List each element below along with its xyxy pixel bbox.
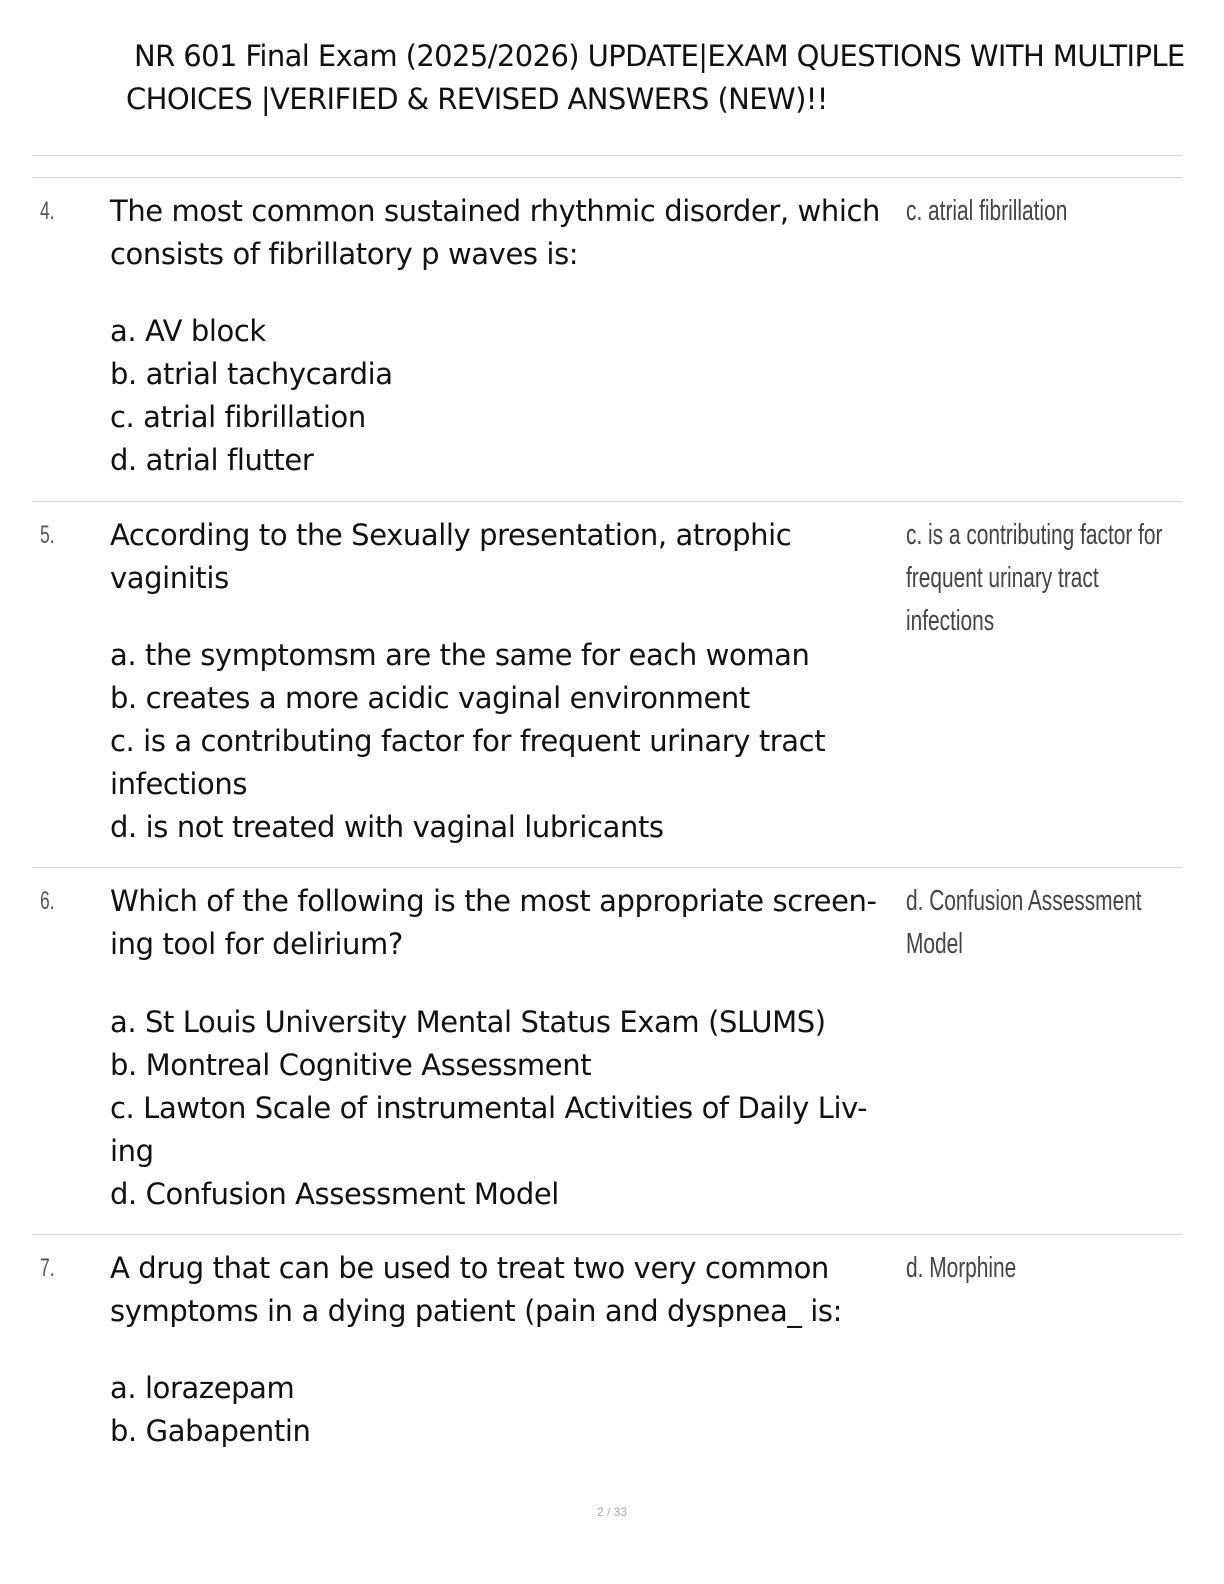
- divider: [32, 1234, 1182, 1235]
- divider: [32, 867, 1182, 868]
- divider: [32, 155, 1182, 156]
- question-number: 4.: [40, 197, 55, 225]
- option: b. Montreal Cognitive Assessment: [110, 1048, 592, 1082]
- answer-text: c. atrial fibrillation: [906, 195, 1068, 227]
- option-list: [110, 634, 900, 849]
- option: c. is a contributing factor for frequent urinary tract infections: [110, 724, 826, 801]
- option: d. Confusion Assessment Model: [110, 1177, 559, 1211]
- question-stem: A drug that can be used to treat two very common symptoms in a dying patient (pain and dyspnea_ is:: [110, 1251, 842, 1328]
- option: b. creates a more acidic vaginal environment: [110, 681, 750, 715]
- divider: [32, 177, 1182, 178]
- question-stem: The most common sustained rhythmic disorder, which consists of fibrillatory p waves is:: [110, 194, 881, 271]
- option: c. Lawton Scale of instrumental Activities of Daily Liv- ing: [110, 1091, 868, 1168]
- option: b. Gabapentin: [110, 1414, 311, 1448]
- document-title-line-1: NR 601 Final Exam (2025/2026) UPDATE|EXAM QUESTIONS WITH MULTIPLE: [134, 39, 1185, 73]
- document-header: [0, 36, 1224, 126]
- answer-text: d. Morphine: [906, 1252, 1017, 1284]
- answer-text: c. is a contributing factor for frequent urinary tract infections: [906, 519, 1163, 637]
- divider: [32, 501, 1182, 502]
- question-stem: According to the Sexually presentation, atrophic vaginitis: [110, 518, 792, 595]
- option-list: [110, 1001, 900, 1216]
- option-list: [110, 1367, 900, 1453]
- question-number: 5.: [40, 521, 55, 549]
- answer-text: d. Confusion Assessment Model: [906, 885, 1142, 960]
- page-number: 2 / 33: [596, 1505, 628, 1519]
- question-number: 6.: [40, 887, 55, 915]
- option: c. atrial fibrillation: [110, 400, 366, 434]
- question-number: 7.: [40, 1254, 55, 1282]
- option: a. AV block: [110, 314, 266, 348]
- option: b. atrial tachycardia: [110, 357, 393, 391]
- document-title-line-2: CHOICES |VERIFIED & REVISED ANSWERS (NEW)!!: [126, 82, 828, 116]
- option: a. lorazepam: [110, 1371, 295, 1405]
- question-stem: Which of the following is the most appropriate screen- ing tool for delirium?: [110, 884, 877, 961]
- option: a. St Louis University Mental Status Exam (SLUMS): [110, 1005, 826, 1039]
- option: d. is not treated with vaginal lubricants: [110, 810, 664, 844]
- option: a. the symptomsm are the same for each woman: [110, 638, 810, 672]
- option-list: [110, 310, 900, 482]
- option: d. atrial flutter: [110, 443, 314, 477]
